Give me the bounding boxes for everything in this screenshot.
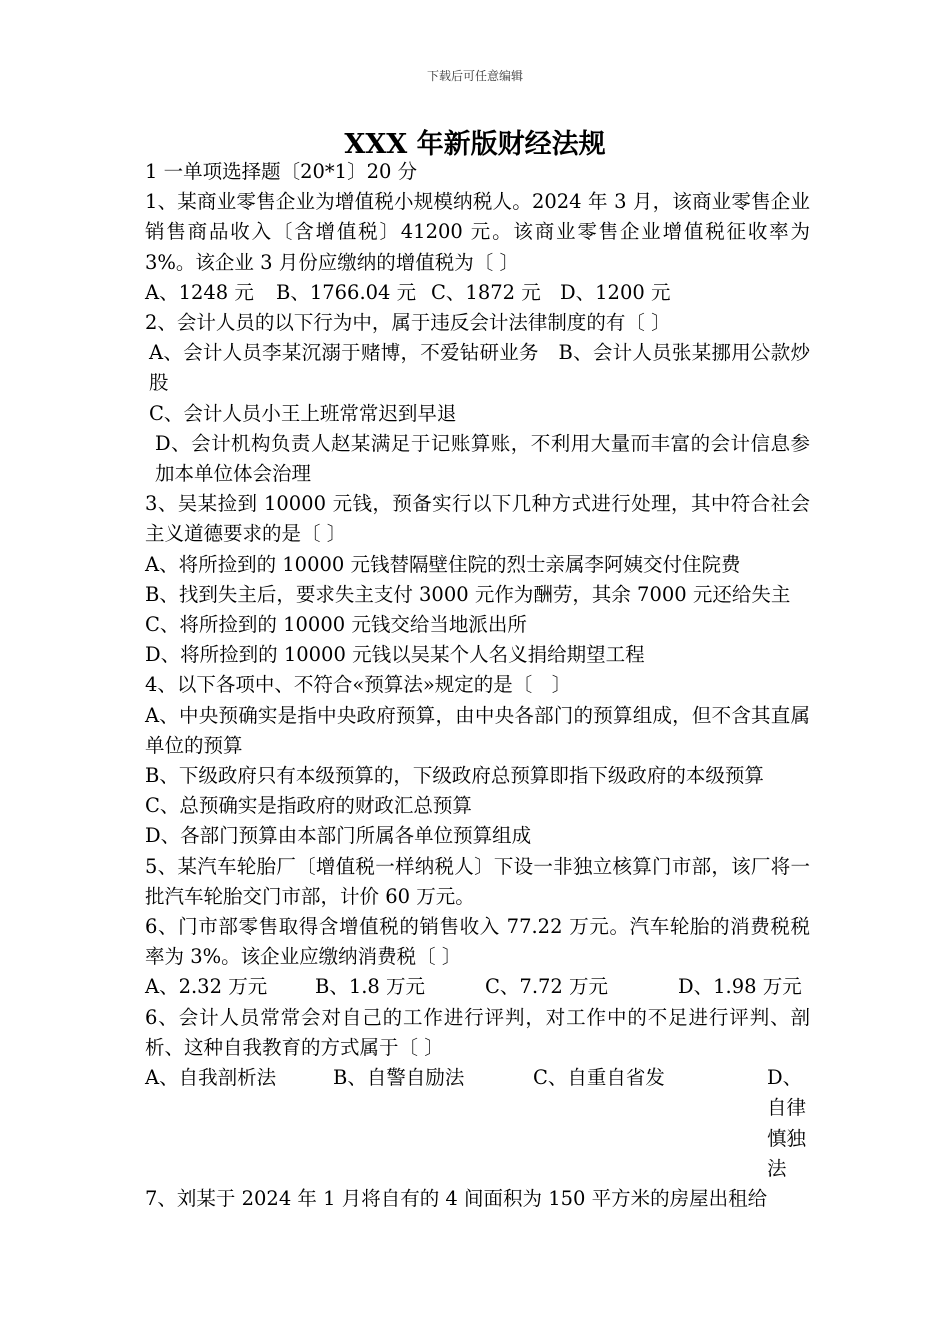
question-6a-option-b: B、1.8 万元 xyxy=(315,975,426,999)
question-3-option-b: B、找到失主后，要求失主支付 3000 元作为酬劳，其余 7000 元还给失主 xyxy=(145,582,791,606)
question-1-options xyxy=(145,278,810,308)
header-note: 下载后可任意编辑 xyxy=(426,69,523,83)
question-3-stem: 3、吴某捡到 10000 元钱，预备实行以下几种方式进行处理，其中符合社会主义道德要求的是〔 〕 xyxy=(145,492,810,546)
question-4-option-d: D、各部门预算由本部门所属各单位预算组成 xyxy=(145,824,532,848)
question-6a-stem: 6、门市部零售取得含增值税的销售收入 77.22 万元。汽车轮胎的消费税税率为 3%。该企业应缴纳消费税〔 〕 xyxy=(145,915,810,969)
question-3-option-c: C、将所捡到的 10000 元钱交给当地派出所 xyxy=(145,613,527,637)
question-6a-option-d: D、1.98 万元 xyxy=(678,975,802,999)
question-1-stem: 1、某商业零售企业为增值税小规模纳税人。2024 年 3 月，该商业零售企业销售商品收入〔含增值税〕41200 元。该商业零售企业增值税征收率为 3%。该企业 3 月份应缴纳的增值税为〔 〕 xyxy=(145,190,810,274)
question-4-option-b: B、下级政府只有本级预算的，下级政府总预算即指下级政府的本级预算 xyxy=(145,764,764,788)
question-6a-options xyxy=(145,972,810,1002)
document-title: XXX 年新版财经法规 xyxy=(344,129,606,160)
question-3-option-d: D、将所捡到的 10000 元钱以吴某个人名义捐给期望工程 xyxy=(145,643,645,667)
question-2-option-d: D、会计机构负责人赵某满足于记账算账，不利用大量而丰富的会计信息参加本单位体会治理 xyxy=(155,431,810,486)
question-6a-option-c: C、7.72 万元 xyxy=(485,975,609,999)
question-1-option-a: A、1248 元 xyxy=(145,280,254,304)
question-6b-option-b: B、自警自励法 xyxy=(333,1066,465,1090)
question-6b-stem: 6、会计人员常常会对自己的工作进行评判，对工作中的不足进行评判、剖析、这种自我教育的方式属于〔 〕 xyxy=(145,1005,810,1059)
question-2-options-ab: A、会计人员李某沉溺于赌博，不爱钻研业务 B、会计人员张某挪用公款炒股 xyxy=(149,341,810,395)
question-7-stem: 7、刘某于 2024 年 1 月将自有的 4 间面积为 150 平方米的房屋出租给 xyxy=(145,1186,768,1210)
question-1-option-b: B、1766.04 元 xyxy=(276,280,417,304)
question-6b-options xyxy=(145,1063,810,1184)
question-2-option-c: C、会计人员小王上班常常迟到早退 xyxy=(149,401,457,425)
document-body xyxy=(145,157,810,1214)
question-1-option-c: C、1872 元 xyxy=(431,280,541,304)
question-6b-option-a: A、自我剖析法 xyxy=(145,1066,277,1090)
section-heading: 1 一单项选择题〔20*1〕20 分 xyxy=(145,160,418,183)
question-3-option-a: A、将所捡到的 10000 元钱替隔壁住院的烈士亲属李阿姨交付住院费 xyxy=(145,552,741,576)
question-6b-option-d: D、自律慎独法 xyxy=(767,1066,807,1180)
question-4-stem: 4、以下各项中、不符合«预算法»规定的是〔 〕 xyxy=(145,673,572,697)
question-6b-option-c: C、自重自省发 xyxy=(533,1066,665,1090)
question-2-stem: 2、会计人员的以下行为中，属于违反会计法律制度的有〔 〕 xyxy=(145,311,671,335)
question-5-stem: 5、某汽车轮胎厂〔增值税一样纳税人〕下设一非独立核算门市部，该厂将一批汽车轮胎交门市部，计价 60 万元。 xyxy=(145,854,810,908)
question-4-option-c: C、总预确实是指政府的财政汇总预算 xyxy=(145,794,472,818)
question-6a-option-a: A、2.32 万元 xyxy=(145,975,268,999)
question-4-option-a: A、中央预确实是指中央政府预算，由中央各部门的预算组成，但不含其直属单位的预算 xyxy=(145,703,810,757)
question-1-option-d: D、1200 元 xyxy=(560,280,671,304)
